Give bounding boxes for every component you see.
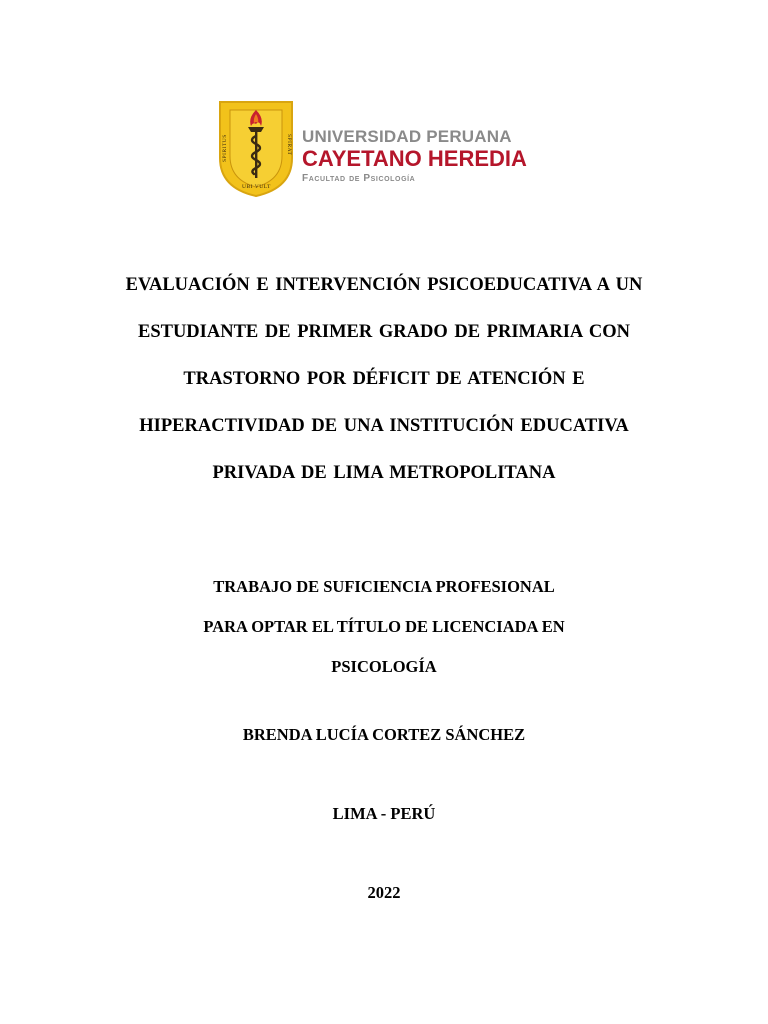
svg-text:SPIRAT: SPIRAT <box>286 134 292 156</box>
thesis-title <box>40 262 728 497</box>
title-line: ESTUDIANTE DE PRIMER GRADO DE PRIMARIA CON <box>137 322 630 342</box>
title-line: TRASTORNO POR DÉFICIT DE ATENCIÓN E <box>183 369 585 389</box>
svg-text:SPIRITUS: SPIRITUS <box>222 134 228 162</box>
author-name: BRENDA LUCÍA CORTEZ SÁNCHEZ <box>242 725 526 744</box>
degree-line: PARA OPTAR EL TÍTULO DE LICENCIADA EN <box>203 617 565 636</box>
title-line: HIPERACTIVIDAD DE UNA INSTITUCIÓN EDUCATIVA <box>139 416 629 436</box>
university-wordmark <box>302 128 527 186</box>
university-shield-icon <box>218 100 294 198</box>
place-name: LIMA - PERÚ <box>332 804 436 823</box>
degree-line: TRABAJO DE SUFICIENCIA PROFESIONAL <box>213 577 555 596</box>
title-line: PRIVADA DE LIMA METROPOLITANA <box>212 463 556 483</box>
publication-year: 2022 <box>367 883 401 902</box>
degree-line: PSICOLOGÍA <box>331 657 437 676</box>
faculty-line: Facultad de Psicología <box>302 173 416 184</box>
university-name-line: UNIVERSIDAD PERUANA <box>302 127 512 146</box>
university-logo <box>212 96 552 206</box>
university-brand-line: CAYETANO HEREDIA <box>302 146 527 171</box>
svg-text:UBI VULT: UBI VULT <box>242 184 271 190</box>
degree-statement <box>40 567 728 687</box>
title-line: EVALUACIÓN E INTERVENCIÓN PSICOEDUCATIVA A UN <box>125 275 643 295</box>
